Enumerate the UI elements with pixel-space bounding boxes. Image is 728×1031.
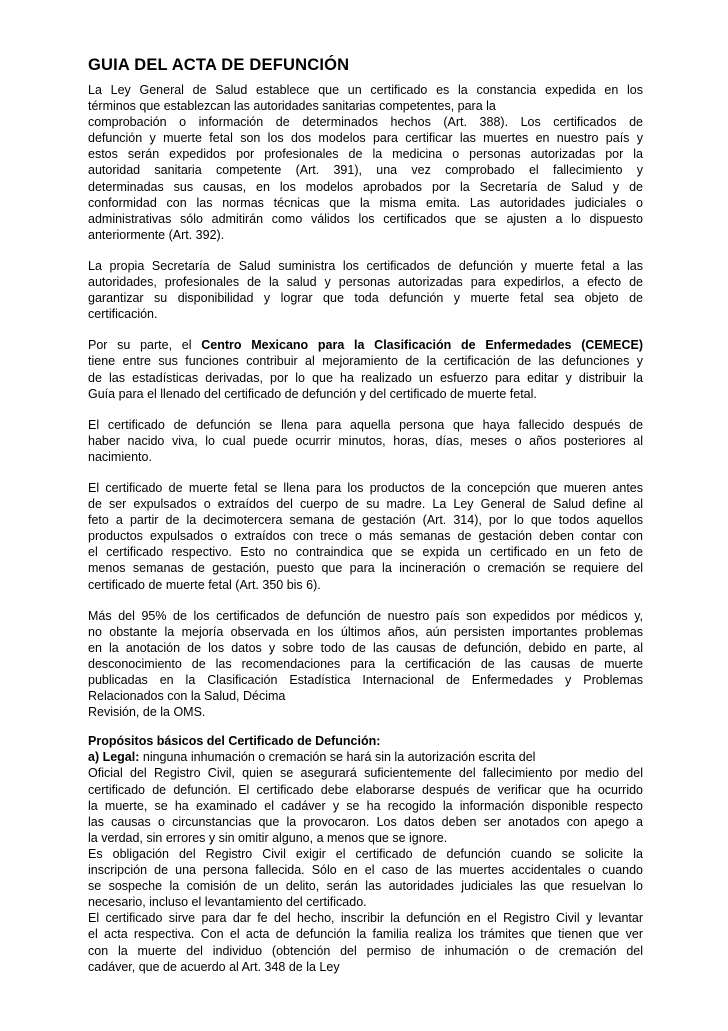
text-line: nacimiento. bbox=[88, 449, 152, 464]
text-line: Guía para el llenado del certificado de defunción y del certificado de muerte fetal. bbox=[88, 386, 537, 401]
text-line: publicadas en la Clasificación Estadística Internacional de Enfermedades y Problemas bbox=[88, 673, 643, 687]
document-title: GUIA DEL ACTA DE DEFUNCIÓN bbox=[88, 56, 350, 74]
text-line: términos que establezcan las autoridades sanitarias competentes, para la bbox=[88, 99, 496, 114]
text-line: El certificado sirve para dar fe del hecho, inscribir la defunción en el Registro Civil y levantar bbox=[88, 911, 643, 926]
text-line: certificado de defunción. El certificado debe elaborarse después de verificar que ha ocurrido bbox=[88, 782, 643, 797]
paragraph-secretaria bbox=[88, 258, 643, 322]
text-line: feto a partir de la decimotercera semana de gestación (Art. 314), por lo que todos aquellos bbox=[88, 513, 643, 528]
text-line: El certificado de muerte fetal se llena para los productos de la concepción que mueren antes bbox=[88, 480, 643, 495]
text-line: estos serán expedidos por profesionales de la medicina o personas autorizadas por la bbox=[88, 147, 643, 162]
text-line: la verdad, sin errores y sin omitir alguno, a menos que se ignore. bbox=[88, 830, 448, 845]
text-line: menos semanas de gestación, puesto que para la incineración o cremación se requiere del bbox=[88, 561, 643, 576]
text-line: La propia Secretaría de Salud suministra los certificados de defunción y muerte fetal a las bbox=[88, 258, 643, 273]
text-line: productos expulsados o extraídos con trece o más semanas de gestación deben contar con bbox=[88, 529, 643, 544]
text-line: haber nacido viva, lo cual puede ocurrir minutos, horas, días, meses o años posteriores al bbox=[88, 433, 643, 448]
text-line: de las estadísticas derivadas, por lo que ha realizado un esfuerzo para editar y distribuir la bbox=[88, 370, 643, 385]
paragraph-proposito-legal bbox=[88, 749, 643, 974]
text-line: Oficial del Registro Civil, quien se asegurará suficientemente del fallecimiento por medio del bbox=[88, 766, 643, 781]
text-line: comprobación o información de determinados hechos (Art. 388). Los certificados de bbox=[88, 115, 643, 130]
text-line: Relacionados con la Salud, Décima bbox=[88, 689, 286, 704]
text-line: en la anotación de los datos y sobre todo de las causas de defunción, debido en parte, al bbox=[88, 640, 643, 655]
paragraph-certificado-defuncion bbox=[88, 417, 643, 465]
paragraph-cemece bbox=[88, 337, 643, 401]
section-heading: Propósitos básicos del Certificado de Defunción: bbox=[88, 734, 381, 749]
text-line: La Ley General de Salud establece que un certificado es la constancia expedida en los bbox=[88, 83, 643, 97]
text-line: autoridades, profesionales de la salud y personas autorizadas para expedirlos, a efecto de bbox=[88, 275, 643, 290]
text-line: anteriormente (Art. 392). bbox=[88, 227, 225, 242]
text-line: defunción y muerte fetal son los dos modelos para certificar las muertes en nuestro país y bbox=[88, 131, 643, 146]
text-line: de ser expulsados o extraídos del cuerpo de su madre. La Ley General de Salud define al bbox=[88, 497, 643, 512]
text-line: determinadas sus causas, en los modelos aprobados por la Secretaría de Salud y de bbox=[88, 179, 643, 194]
text-line: administrativas sólo admitirán como válidos los certificados que se ajusten a lo dispuesto bbox=[88, 211, 643, 226]
text-line: tiene entre sus funciones contribuir al mejoramiento de la certificación de las defunciones y bbox=[88, 354, 643, 369]
text-line bbox=[88, 749, 643, 765]
text-line: Es obligación del Registro Civil exigir el certificado de defunción cuando se solicite la bbox=[88, 846, 643, 861]
legal-label: a) Legal: bbox=[88, 750, 140, 765]
document-body bbox=[88, 54, 643, 975]
text-line: inscripción de una persona fallecida. Sólo en el caso de las muertes accidentales o cuando bbox=[88, 863, 643, 878]
text-line: la muerte, se ha examinado el cadáver y se ha recogido la información disponible respecto bbox=[88, 798, 643, 813]
text-line: se sospeche la comisión de un delito, serán las autoridades judiciales las que resuelvan lo bbox=[88, 879, 643, 894]
text-line: desconocimiento de las recomendaciones para la certificación de las causas de muerte bbox=[88, 656, 643, 671]
paragraph-muerte-fetal bbox=[88, 480, 643, 593]
text-line: cadáver, que de acuerdo al Art. 348 de la Ley bbox=[88, 959, 340, 974]
text-line: el acta respectiva. Con el acta de defunción la familia realiza los trámites que tienen que ver bbox=[88, 927, 643, 942]
text-run: ninguna inhumación o cremación se hará sin la autorización escrita del bbox=[139, 750, 536, 765]
text-line: garantizar su disponibilidad y lograr que toda defunción y muerte fetal sea objeto de bbox=[88, 291, 643, 306]
text-line: las causas o circunstancias que la provocaron. Los datos deben ser anotados con apego a bbox=[88, 814, 643, 829]
text-line: el certificado respectivo. Esto no contraindica que se expida un certificado en un feto de bbox=[88, 545, 643, 560]
text-line bbox=[88, 337, 643, 353]
paragraph-ley-general bbox=[88, 82, 643, 243]
text-line: necesario, incluso el levantamiento del certificado. bbox=[88, 895, 367, 910]
text-line: conformidad con las normas técnicas que la misma emita. Las autoridades judiciales o bbox=[88, 195, 643, 210]
text-line: certificado de muerte fetal (Art. 350 bis 6). bbox=[88, 577, 321, 592]
text-line: Revisión, de la OMS. bbox=[88, 705, 206, 720]
text-line: autoridad sanitaria competente (Art. 391), una vez comprobado el fallecimiento y bbox=[88, 163, 643, 178]
text-line: con la muerte del individuo (obtención del permiso de inhumación o de cremación del bbox=[88, 943, 643, 958]
text-line: certificación. bbox=[88, 307, 158, 322]
cemece-name: Centro Mexicano para la Clasificación de Enfermedades (CEMECE) bbox=[201, 338, 643, 353]
text-line: no obstante la mejoría observada en los últimos años, aún persisten importantes problemas bbox=[88, 624, 643, 639]
text-run: Por su parte, el bbox=[88, 338, 202, 353]
paragraph-estadisticas bbox=[88, 608, 643, 721]
text-line: Más del 95% de los certificados de defunción de nuestro país son expedidos por médicos y, bbox=[88, 608, 643, 623]
text-line: El certificado de defunción se llena para aquella persona que haya fallecido después de bbox=[88, 417, 643, 432]
